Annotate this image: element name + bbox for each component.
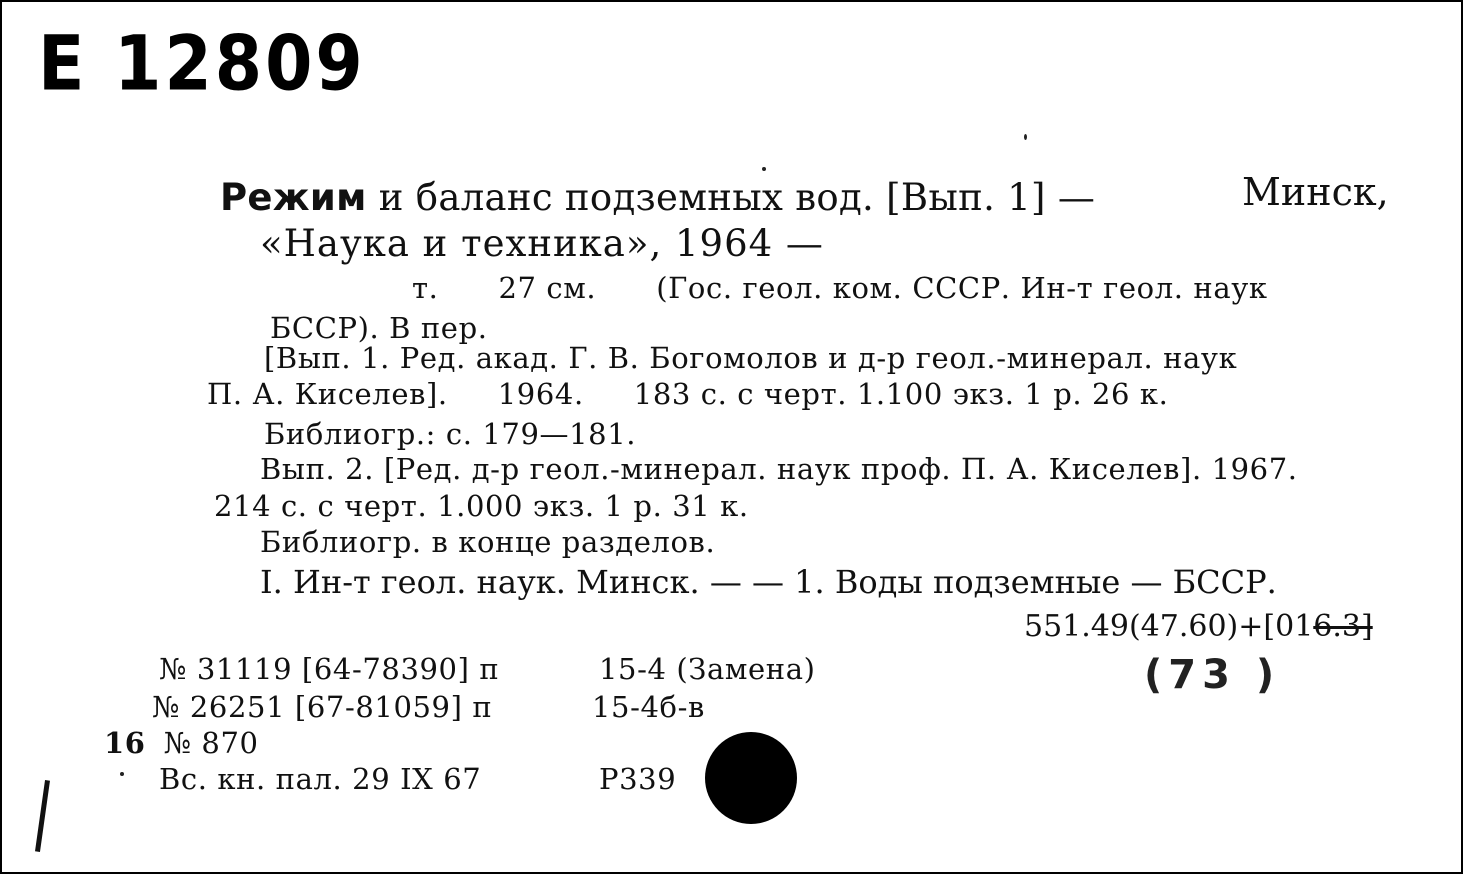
registry-number: № 870 — [163, 726, 259, 760]
punch-hole-dot — [705, 732, 797, 824]
registry-number: № 26251 [67-81059] п — [152, 690, 493, 724]
series-continuation: БССР). В пер. — [270, 311, 488, 345]
udc-index — [1024, 609, 1373, 645]
chamber-stamp: Вс. кн. пал. 29 IX 67 — [159, 762, 482, 796]
series-volumes: т. — [412, 271, 439, 305]
title-bold-word: Режим — [220, 176, 367, 219]
ink-speck — [1024, 134, 1027, 140]
registry-number: № 31119 [64-78390] п — [159, 652, 500, 686]
volume2-collation: 214 с. с черт. 1.000 экз. 1 р. 31 к. — [214, 489, 749, 523]
volume2-editors: Вып. 2. [Ред. д-р геол.-минерал. наук проф. П. А. Киселев]. 1967. — [260, 452, 1298, 486]
series-size: 27 см. — [498, 271, 597, 305]
volume1-imprint — [207, 376, 1168, 412]
registry-row — [104, 726, 259, 760]
series-line — [412, 270, 1268, 306]
series-text: (Гос. геол. ком. СССР. Ин-т геол. наук — [656, 271, 1268, 305]
ink-speck — [762, 167, 766, 171]
udc-main: 551.49(47.60)+[01 — [1024, 609, 1314, 644]
volume1-collation: 183 с. с черт. 1.100 экз. 1 р. 26 к. — [633, 377, 1169, 411]
volume1-bibliography: Библиогр.: с. 179—181. — [264, 417, 637, 451]
registry-row — [152, 690, 705, 724]
pen-mark — [35, 780, 50, 852]
registry-code: 15-4 (Замена) — [599, 652, 816, 686]
footer-line — [159, 762, 676, 796]
title-rest: и баланс подземных вод. [Вып. 1] — — [366, 176, 1096, 219]
tracings: I. Ин-т геол. наук. Минск. — — 1. Воды подземные — БССР. — [260, 563, 1277, 601]
ink-speck — [120, 772, 124, 776]
volume1-editor-name: П. А. Киселев]. — [207, 377, 448, 411]
volume2-bibliography: Библиогр. в конце разделов. — [260, 525, 716, 559]
udc-struck: 6.3] — [1313, 609, 1373, 644]
volume1-year: 1964. — [497, 377, 584, 411]
print-code: Р339 — [599, 762, 677, 796]
city: Минск, — [1242, 170, 1389, 214]
registry-count: 16 — [104, 726, 146, 760]
handwritten-note: (73 ) — [1144, 652, 1281, 698]
publisher-line: «Наука и техника», 1964 — — [260, 222, 824, 265]
volume1-editors: [Вып. 1. Ред. акад. Г. В. Богомолов и д-р геол.-минерал. наук — [264, 341, 1238, 375]
registry-row — [159, 652, 816, 686]
title-line — [220, 176, 1096, 219]
registry-code: 15-4б-в — [592, 690, 705, 724]
inventory-number: E 12809 — [38, 20, 366, 109]
